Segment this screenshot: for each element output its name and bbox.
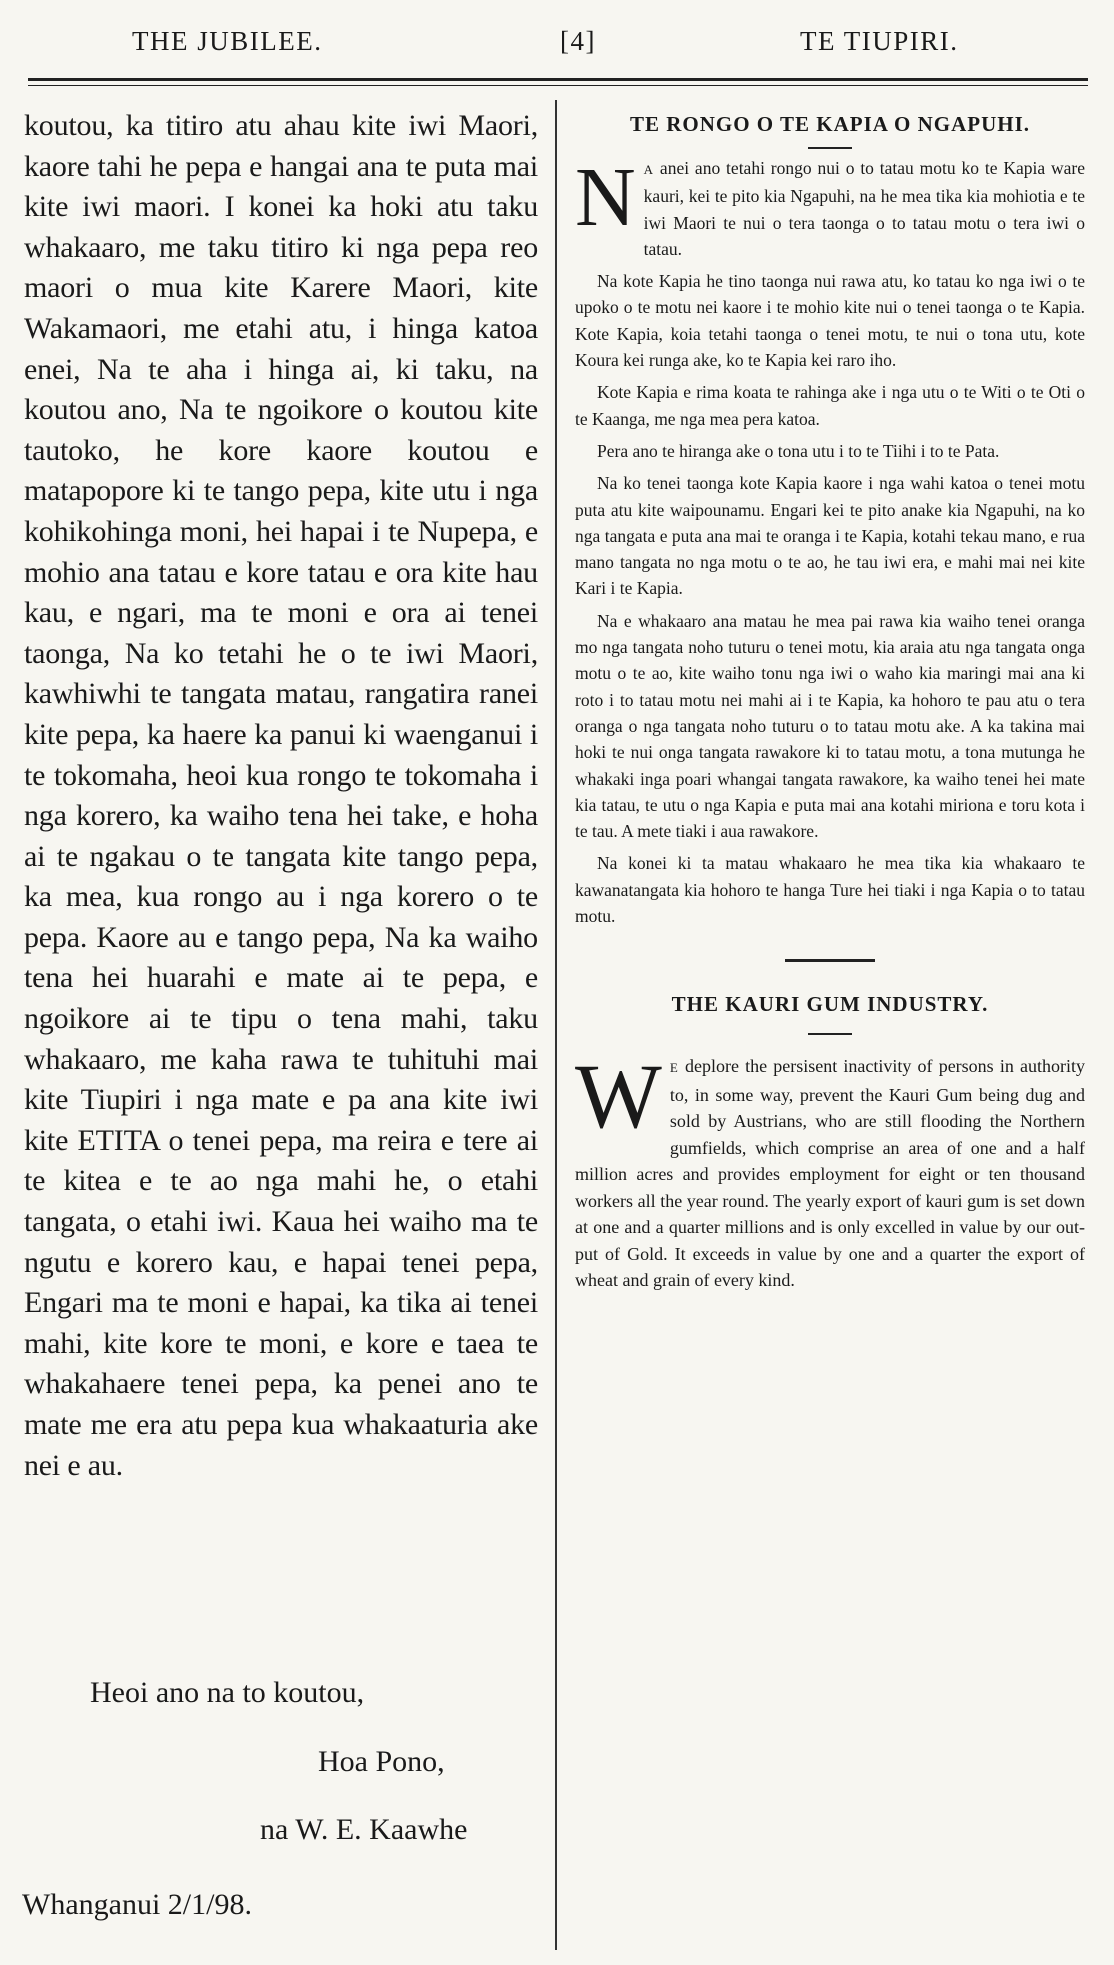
masthead	[0, 0, 1114, 90]
articles-column	[575, 112, 1085, 1294]
article-paragraph: Na konei ki ta matau whakaaro he mea tika kia whakaaro te kawanatangata kia hohoro te hanga Ture hei tiaki i nga Kapia o to tatau motu.	[575, 853, 1085, 927]
header-rule-thin	[28, 85, 1088, 86]
letter-sign-line: Hoa Pono,	[318, 1745, 445, 1778]
letter-signature: na W. E. Kaawhe	[260, 1813, 468, 1846]
lead-small-caps: E	[669, 1060, 679, 1076]
article-paragraph: Na e whakaaro ana matau he mea pai rawa kia waiho tenei oranga mo nga tangata noho tuturu o tenei motu, kia araia atu nga tangata onga motu o te ao, kite waiho tonu nga iwi o waho kia maringi mai ana ki roto i to tatau motu nei mahi ai i te Kapia, ka hohoro te pau atu o tera oranga o nga tangata noho tuturu o to tatau motu ake. A ka takina mai hoki te nui onga tangata rawakore ki to tatau motu, a tona mutunga he whakaki inga poari whangai tangata rawakore, ka waiho tenei hei mate kia tatau, te utu o nga Kapia e puta mai ana kotahi miriona e toru kota i te tau. A mete tiaki i aua rawakore.	[575, 610, 1085, 842]
article-separator	[785, 959, 875, 962]
column-divider	[555, 100, 557, 1950]
article-kauri-gum	[575, 992, 1085, 1294]
masthead-title-english: THE JUBILEE.	[132, 26, 323, 56]
drop-cap: W	[575, 1045, 662, 1148]
letter-column	[24, 106, 538, 1486]
lead-text: anei ano tetahi rongo nui o to tatau motu ko te Kapia ware kauri, kei te pito kia Ngapuhi, na he mea tika kia mohiotia e te iwi Maori te nui o tera taonga o to tatau motu o tera iwi o tatau.	[643, 158, 1085, 259]
article-heading: THE KAURI GUM INDUSTRY.	[671, 992, 989, 1017]
letter-place-date: Whanganui 2/1/98.	[22, 1888, 252, 1921]
heading-rule	[808, 1033, 852, 1035]
article-lead-paragraph	[575, 151, 1085, 262]
page-number: [4]	[560, 26, 596, 56]
letter-closing: Heoi ano na to koutou,	[90, 1676, 365, 1709]
article-paragraph: Na kote Kapia he tino taonga nui rawa atu, ko tatau ko nga iwi o te upoko o te motu nei kaore i te mohio kite nui o tenei taonga o te Kapia. Kote Kapia, koia tetahi taonga o tenei motu, te nui o tona utu, kote Koura kei runga ake, ko te Kapia kei raro iho.	[575, 271, 1085, 371]
article-paragraph: Pera ano te hiranga ake o tona utu i to te Tiihi i to te Pata.	[597, 440, 1000, 461]
lead-small-caps: A	[643, 162, 655, 177]
lead-text: deplore the persisent inactivity of persons in authority to, in some way, prevent the Kauri Gum being dug and sold by Austrians, who are still flooding the Northern gumfields, which comprise an area of one and a half million acres and provides employment for eight or ten thousand workers all the year round. The yearly export of kauri gum is set down at one and a quarter millions and is only excelled in value by our out-put of Gold. It exceeds in value by one and a quarter the export of wheat and grain of every kind.	[575, 1056, 1085, 1291]
article-heading: TE RONGO O TE KAPIA O NGAPUHI.	[629, 112, 1031, 136]
masthead-title-maori: TE TIUPIRI.	[800, 26, 959, 56]
heading-rule	[808, 147, 852, 149]
article-paragraph: Na ko tenei taonga kote Kapia kaore i nga wahi katoa o tenei motu puta atu kite waipounamu. Engari kei te pito anake kia Ngapuhi, na ko nga tangata e puta ana mai te oranga i te Kapia, kotahi tekau mano, e rua mano tangata no nga motu o te ao, he tau iwi era, e mahi mai nei kite Kari i te Kapia.	[575, 473, 1085, 599]
article-lead-paragraph	[575, 1045, 1085, 1294]
header-rule-thick	[28, 78, 1088, 81]
article-kapia	[575, 112, 1085, 929]
drop-cap: N	[575, 151, 636, 244]
article-paragraph: Kote Kapia e rima koata te rahinga ake i nga utu o te Witi o te Oti o te Kaanga, me nga mea pera katoa.	[575, 382, 1085, 429]
letter-body: koutou, ka titiro atu ahau kite iwi Maori, kaore tahi he pepa e hangai ana te puta mai kite iwi maori. I konei ka hoki atu taku whakaaro, me taku titiro ki nga pepa reo maori o mua kite Karere Maori, kite Wakamaori, me etahi atu, i hinga katoa enei, Na te aha i hinga ai, ki taku, na koutou ano, Na te ngoikore o koutou kite tautoko, he kore kaore koutou e matapopore ki te tango pepa, kite utu i nga kohikohinga moni, hei hapai i te Nupepa, e mohio ana tatau e kore tatau e ora kite hau kau, e ngari, ma te moni e ora ai tenei taonga, Na ko tetahi he o te iwi Maori, kawhiwhi te tangata matau, rangatira ranei kite pepa, ka haere ka panui ki waenganui i te tokomaha, heoi kua rongo te tokomaha i nga korero, ka waiho tena hei take, e hoha ai te ngakau o te tangata kite tango pepa, ka mea, kua rongo au i nga korero o te pepa. Kaore au e tango pepa, Na ka waiho tena hei huarahi e mate ai te pepa, e ngoikore ai te tipu o tena mahi, taku whakaaro, me kaha rawa te tuhituhi mai kite Tiupiri i nga mate e pa ana kite iwi kite ETITA o tenei pepa, ma reira e tere ai te kitea e te ao nga mahi he, o etahi tangata, o etahi iwi. Kaua hei waiho ma te ngutu e korero kau, e hapai tenei pepa, Engari ma te moni e hapai, ka tika ai tenei mahi, kite kore te moni, e kore e taea te whakahaere tenei pepa, ka penei ano te mate me era atu pepa kua whakaaturia ake nei e au.	[24, 109, 538, 1482]
